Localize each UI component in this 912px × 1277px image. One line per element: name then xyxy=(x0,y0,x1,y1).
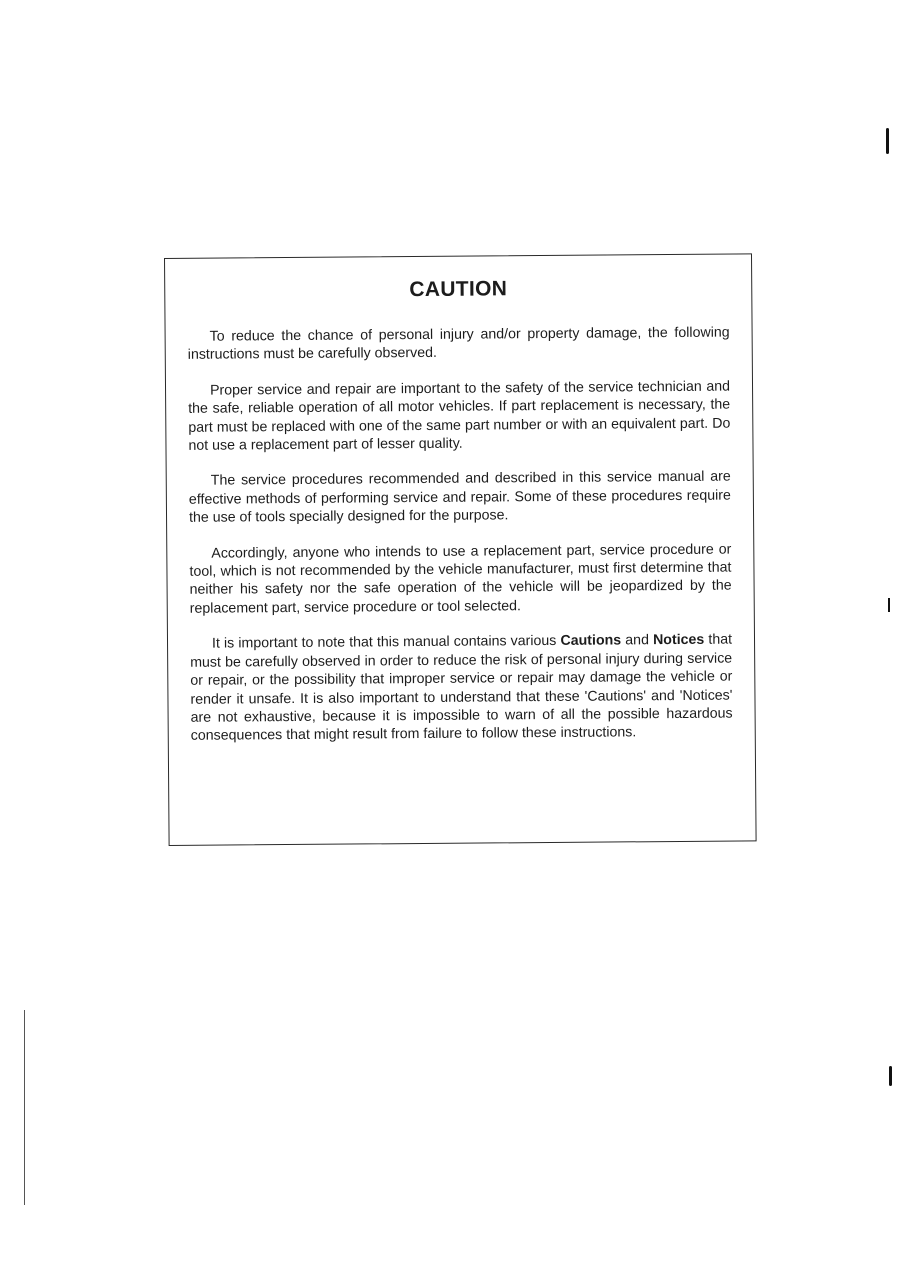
caution-paragraph-1: To reduce the chance of personal injury and/or property damage, the following instructions must be carefully observed. xyxy=(187,324,730,364)
para5-text-2: and xyxy=(621,632,654,649)
para5-text-3: that must be carefully observed in order to reduce the risk of personal injury during service or repair, or the possibility that improper service or repair may damage the vehicle or render it unsafe. It is also important to understand that these 'Cautions' and 'Notices' are not exhaustive, because it is impossible to warn of all the possible hazardous consequences that might result from failure to follow these instructions. xyxy=(190,631,733,745)
cautions-term: Cautions xyxy=(560,632,622,650)
scan-mark-right-middle xyxy=(888,598,890,612)
caution-box xyxy=(164,253,757,846)
caution-title: CAUTION xyxy=(409,277,508,302)
caution-paragraph-4: Accordingly, anyone who intends to use a replacement part, service procedure or tool, which is not recommended by the vehicle manufacturer, must first determine that neither his safety nor the safe operation of the vehicle will be jeopardized by the replacement part, service procedure or tool selected. xyxy=(189,541,732,617)
caution-paragraph-5 xyxy=(190,631,733,746)
caution-paragraph-2: Proper service and repair are important to the safety of the service technician and the safe, reliable operation of all motor vehicles. If part replacement is necessary, the part must be replaced with one of the same part number or with an equivalent part. Do not use a replacement part of lesser quality. xyxy=(188,378,731,454)
scan-mark-right-bottom xyxy=(889,1066,892,1086)
para5-text-1: It is important to note that this manual contains various xyxy=(211,633,561,652)
scan-mark-right-top xyxy=(886,128,889,154)
caution-paragraph-3: The service procedures recommended and described in this service manual are effective methods of performing service and repair. Some of these procedures require the use of tools specially designed for the purpose. xyxy=(188,468,731,527)
notices-term: Notices xyxy=(652,632,705,649)
scan-mark-left-edge xyxy=(24,1010,25,1205)
